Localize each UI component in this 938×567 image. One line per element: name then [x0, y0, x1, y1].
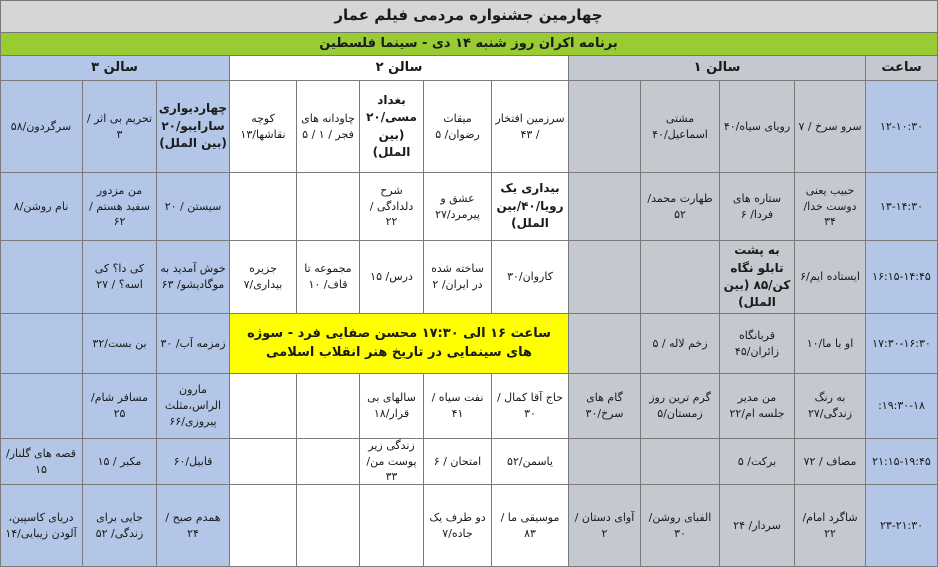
time-slot: ۲۳-۲۱:۳۰ [866, 485, 938, 567]
screening-cell: تحریم بی اثر / ۳ [83, 81, 157, 173]
screening-cell: ایستاده ایم/۶ [795, 241, 866, 314]
special-event-banner: ساعت ۱۶ الی ۱۷:۳۰ محسن صفایی فرد - سوژه های سینمایی در تاریخ هنر انقلاب اسلامی [230, 314, 569, 374]
screening-cell: سرو سرخ / ۷ [795, 81, 866, 173]
screening-cell: سالهای بی قرار/۱۸ [360, 374, 424, 439]
screening-cell: دریای کاسپین، آلودن زیبایی/۱۴ [0, 485, 83, 567]
screening-cell: قربانگاه زائران/۴۵ [720, 314, 795, 374]
screening-cell: او با ما/۱۰ [795, 314, 866, 374]
screening-cell: شاگرد امام/۲۲ [795, 485, 866, 567]
screening-cell: درس/ ۱۵ [360, 241, 424, 314]
screening-cell: گام های سرخ/۳۰ [569, 374, 641, 439]
screening-cell: کاروان/۳۰ [492, 241, 569, 314]
screening-cell: سیستن / ۲۰ [157, 173, 230, 241]
header-hall-3: سالن ۳ [0, 56, 230, 81]
screening-cell [0, 314, 83, 374]
screening-cell: مجموعه تا قاف/ ۱۰ [297, 241, 360, 314]
time-slot: ۱۷:۳۰-۱۶:۳۰ [866, 314, 938, 374]
time-slot: ۲۱:۱۵-۱۹:۴۵ [866, 439, 938, 485]
screening-cell: مارون الراس،مثلث پیروزی/۶۶ [157, 374, 230, 439]
screening-cell [230, 173, 297, 241]
screening-cell: دو طرف یک جاده/۷ [424, 485, 492, 567]
screening-cell [0, 374, 83, 439]
screening-cell-featured: چهاردیواری سارایبو/۲۰ (بین الملل) [157, 81, 230, 173]
screening-cell: ستاره های فردا/ ۶ [720, 173, 795, 241]
screening-cell: حبیب یعنی دوست خدا/۳۴ [795, 173, 866, 241]
screening-cell [641, 439, 720, 485]
screening-cell: زمزمه آب/ ۳۰ [157, 314, 230, 374]
screening-cell: گرم ترین روز زمستان/۵ [641, 374, 720, 439]
screening-cell: ساخته شده در ایران/ ۲ [424, 241, 492, 314]
screening-cell: موسیقی ما / ۸۳ [492, 485, 569, 567]
screening-cell: شرح دلدادگی / ۲۲ [360, 173, 424, 241]
screening-cell [297, 374, 360, 439]
time-slot: ۱۳-۱۴:۳۰ [866, 173, 938, 241]
screening-cell: مکبر / ۱۵ [83, 439, 157, 485]
time-slot: ۱۶:۱۵-۱۴:۴۵ [866, 241, 938, 314]
screening-cell: سرزمین افتخار / ۴۳ [492, 81, 569, 173]
screening-cell: به رنگ زندگی/۲۷ [795, 374, 866, 439]
screening-cell: نفت سیاه / ۴۱ [424, 374, 492, 439]
festival-title: چهارمین جشنواره مردمی فیلم عمار [0, 0, 938, 33]
time-slot: ۱۲-۱۰:۳۰ [866, 81, 938, 173]
screening-cell [297, 485, 360, 567]
screening-cell: مصاف / ۷۲ [795, 439, 866, 485]
screening-cell: جزیره بیداری/۷ [230, 241, 297, 314]
screening-cell [641, 241, 720, 314]
screening-cell: من مزدور سفید هستم / ۶۲ [83, 173, 157, 241]
screening-cell [360, 485, 424, 567]
screening-cell: عشق و پیرمرد/۲۷ [424, 173, 492, 241]
screening-cell-featured: بغداد مسی/۲۰ (بین الملل) [360, 81, 424, 173]
screening-cell: خوش آمدید به موگادیشو/ ۶۳ [157, 241, 230, 314]
screening-cell: مسافر شام/۲۵ [83, 374, 157, 439]
screening-cell [569, 81, 641, 173]
screening-cell: چاودانه های فجر / ۱ / ۵ [297, 81, 360, 173]
screening-cell: سردار/ ۲۴ [720, 485, 795, 567]
screening-cell [230, 374, 297, 439]
screening-cell: من مدیر جلسه ام/۲۲ [720, 374, 795, 439]
screening-cell-featured: به پشت تابلو نگاه کن/۸۵ (بین الملل) [720, 241, 795, 314]
header-time: ساعت [866, 56, 938, 81]
schedule-subtitle: برنامه اکران روز شنبه ۱۴ دی - سینما فلسطین [0, 33, 938, 56]
screening-cell [297, 173, 360, 241]
screening-cell [0, 241, 83, 314]
screening-cell: طهارت محمد/ ۵۲ [641, 173, 720, 241]
screening-cell: کوچه نقاشها/۱۳ [230, 81, 297, 173]
screening-cell: سرگردون/۵۸ [0, 81, 83, 173]
screening-cell [569, 241, 641, 314]
screening-cell [297, 439, 360, 485]
screening-cell: حاج آقا کمال / ۳۰ [492, 374, 569, 439]
screening-cell: جایی برای زندگی/ ۵۲ [83, 485, 157, 567]
screening-cell: میقات رضوان/ ۵ [424, 81, 492, 173]
screening-cell [569, 439, 641, 485]
screening-cell: آوای دستان / ۲ [569, 485, 641, 567]
screening-cell: کی دا؟ کی اسه؟ / ۲۷ [83, 241, 157, 314]
screening-cell: امتحان / ۶ [424, 439, 492, 485]
screening-cell [569, 314, 641, 374]
screening-cell: قابیل/۶۰ [157, 439, 230, 485]
screening-cell: بن بست/۳۲ [83, 314, 157, 374]
screening-cell: مشتی اسماعیل/۴۰ [641, 81, 720, 173]
screening-cell-featured: بیداری یک رویا/۴۰/بین الملل) [492, 173, 569, 241]
time-slot: ۱۹:۳۰-۱۸: [866, 374, 938, 439]
header-hall-1: سالن ۱ [569, 56, 866, 81]
header-hall-2: سالن ۲ [230, 56, 569, 81]
screening-cell: زندگی زیر پوست من/۳۳ [360, 439, 424, 485]
screening-cell: یاسمن/۵۲ [492, 439, 569, 485]
screening-cell [569, 173, 641, 241]
screening-cell: همدم صبح / ۲۴ [157, 485, 230, 567]
screening-cell: قصه های گلنار/۱۵ [0, 439, 83, 485]
screening-cell: الفبای روشن/ ۳۰ [641, 485, 720, 567]
screening-cell: نام روشن/۸ [0, 173, 83, 241]
screening-cell: رویای سیاه/۴۰ [720, 81, 795, 173]
screening-cell: زخم لاله / ۵ [641, 314, 720, 374]
screening-cell [230, 485, 297, 567]
screening-cell [230, 439, 297, 485]
screening-cell: برکت/ ۵ [720, 439, 795, 485]
